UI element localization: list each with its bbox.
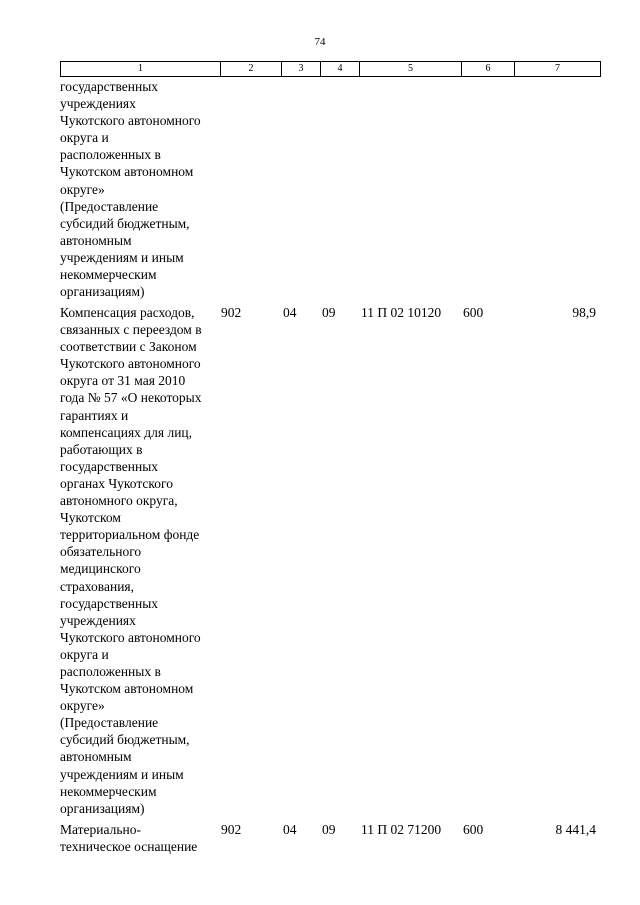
description-line: округа и [60,130,109,146]
description-line: (Предоставление [60,715,159,731]
description-line: учреждениях [60,96,136,112]
description-line: техническое оснащение [60,839,198,855]
description-line: автономным [60,232,132,248]
description-line: обязательного [60,544,142,560]
description-line: территориальном фонде [60,527,200,543]
description-line: округа и [60,646,109,662]
description-line: страхования, [60,578,135,594]
description-line: некоммерческим [60,783,157,799]
description-line: гарантиях и [60,407,129,423]
description-line: автономным [60,749,132,765]
description-line: государственных [60,458,159,474]
description-line: округе» [60,181,105,197]
description-line: учреждениям и иным [60,249,184,265]
column-header-6: 6 [462,62,515,77]
cell-ministry-code: 902 [221,305,242,320]
description-line: Чукотском автономном [60,681,194,697]
description-line: расположенных в [60,147,161,163]
cell-subsection: 09 [322,305,336,320]
column-header-table [60,61,601,77]
cell-ministry-code: 902 [221,822,242,837]
description-line: государственных [60,79,159,94]
cell-section: 04 [283,822,297,837]
description-line: автономного округа, [60,493,178,509]
description-line: Чукотском автономном [60,164,194,180]
description-line: органах Чукотского [60,475,173,491]
description-line: субсидий бюджетным, [60,732,190,748]
description-line: организациям) [60,284,145,300]
cell-amount: 8 441,4 [555,822,596,837]
description-line: учреждениях [60,612,136,628]
description-line: субсидий бюджетным, [60,215,190,231]
description-line: Чукотского автономного [60,629,201,645]
description-line: учреждениям и иным [60,766,184,782]
description-line: Компенсация расходов, [60,305,195,320]
description-line: работающих в [60,441,143,457]
cell-subsection: 09 [322,822,336,837]
cell-expense-type: 600 [463,822,484,837]
cell-target-article: 11 П 02 10120 [361,305,442,320]
row-description [60,821,220,855]
cell-expense-type: 600 [463,305,484,320]
description-line: Чукотском [60,510,121,526]
description-line: (Предоставление [60,198,159,214]
column-header-1: 1 [61,62,221,77]
column-header-5: 5 [360,62,462,77]
row-description [60,78,220,300]
description-line: организациям) [60,800,145,816]
description-line: медицинского [60,561,141,577]
description-line: Чукотского автономного [60,356,201,372]
cell-section: 04 [283,305,297,320]
column-header-3: 3 [282,62,321,77]
description-line: Чукотского автономного [60,113,201,129]
description-line: расположенных в [60,663,161,679]
description-line: соответствии с Законом [60,339,197,355]
page-number: 74 [314,36,326,48]
description-line: года № 57 «О некоторых [60,390,202,406]
column-header-row [61,62,601,77]
cell-amount: 98,9 [572,305,596,320]
description-line: округе» [60,698,105,714]
column-header-7: 7 [515,62,601,77]
description-line: государственных [60,595,159,611]
row-description [60,304,220,817]
column-header-4: 4 [321,62,360,77]
description-line: компенсациях для лиц, [60,424,193,440]
column-header-2: 2 [221,62,282,77]
cell-target-article: 11 П 02 71200 [361,822,442,837]
description-line: связанных с переездом в [60,322,202,338]
description-line: округа от 31 мая 2010 [60,373,186,389]
description-line: Материально- [60,822,141,837]
description-line: некоммерческим [60,267,157,283]
